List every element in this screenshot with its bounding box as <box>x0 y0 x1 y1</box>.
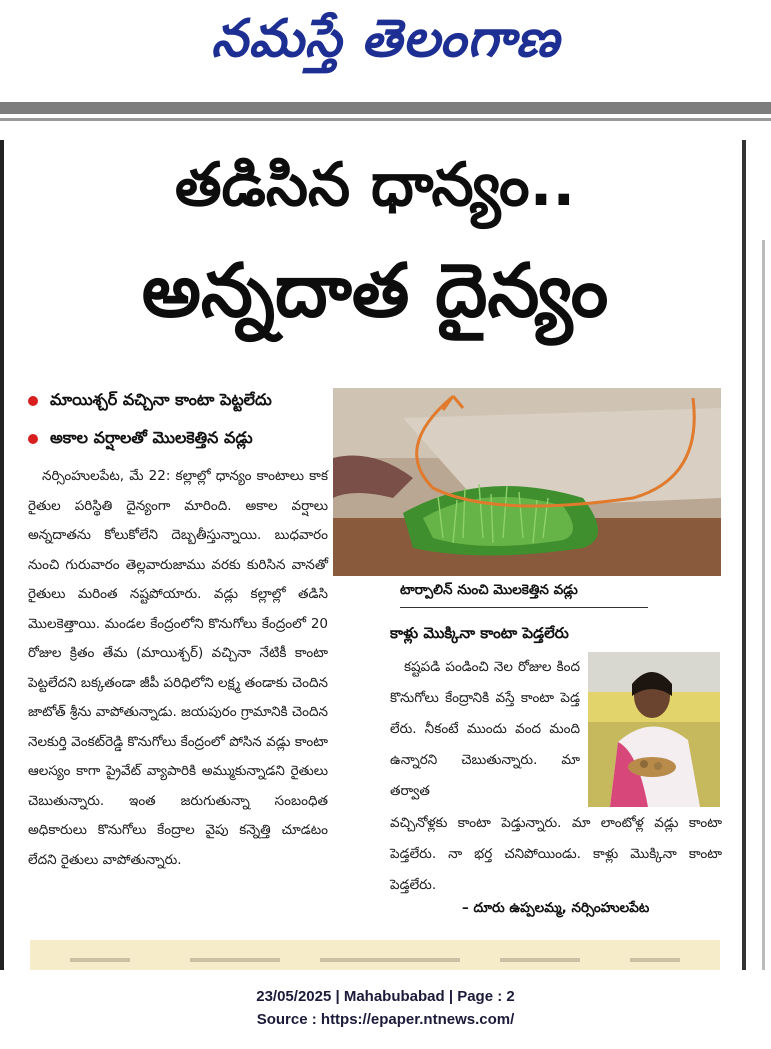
next-article-strip <box>30 940 720 970</box>
portrait-illustration <box>588 652 720 807</box>
bullet-dot-icon <box>28 434 38 444</box>
sidebar-body-wide <box>390 808 722 901</box>
photo-caption: టార్పాలిన్ నుంచి మొలకెత్తిన వడ్లు <box>400 582 648 608</box>
bullet-point <box>28 428 253 451</box>
bullet-point <box>28 390 272 413</box>
masthead <box>0 0 771 100</box>
article-body <box>28 462 328 875</box>
bullet-text: మాయిశ్చర్ వచ్చినా కాంటా పెట్టలేదు <box>50 390 272 409</box>
sidebar-body-text: కష్టపడి పండించి నెల రోజుల కింద కొనుగోలు కేంద్రానికి వస్తే కాంటా పెడ్త లేరు. నీకంటే ముందు వంద మంది ఉన్నారని చెబుతున్నారు. మా తర్వాత <box>390 659 580 799</box>
bullet-dot-icon <box>28 396 38 406</box>
cropped-text-marks <box>70 956 690 964</box>
masthead-rule <box>0 102 771 114</box>
bullet-text: అకాల వర్షాలతో మొలకెత్తిన వడ్లు <box>50 428 253 447</box>
footer-edition-info: 23/05/2025 | Mahabubabad | Page : 2 <box>256 988 515 1005</box>
sidebar-heading: కాళ్లు మొక్కినా కాంటా పెడ్తలేరు <box>390 624 569 642</box>
footer-source-link[interactable]: Source : https://epaper.ntnews.com/ <box>256 1011 515 1028</box>
article-body-text: నర్సింహులపేట, మే 22: కల్లాల్లో ధాన్యం కాంటాలు కాక రైతుల పరిస్థితి దైన్యంగా మారింది. అకాల వర్షాలు అన్నదాతను కోలుకోలేని దెబ్బతీస్తున్నాయి. బుధవారం నుంచి గురువారం తెల్లవారుజాము వరకు కురిసిన వానతో రైతులు మరింత నష్టపోయారు. వడ్లు కల్లాల్లో తడిసి మొలకెత్తాయి. మండల కేంద్రంలోని కొనుగోలు కేంద్రంలో 20 రోజుల క్రితం తేమ (మాయిశ్చర్) వచ్చినా నేటికీ కాంటా పెట్టలేదని బక్కతండా జీపీ పరిధిలోని లక్ష్మ తండాకు చెందిన జాటోత్ శ్రీను వాపోతున్నాడు. జయపురం గ్రామానికి చెందిన నెలకుర్తి వెంకట్‌రెడ్డి కొనుగోలు కేంద్రంలో పోసిన వడ్లు కాంటా ఆలస్యం కాగా ప్రైవేట్ వ్యాపారికి అమ్ముకున్నాడని రైతులు చెబుతున్నారు. ఇంత జరుగుతున్నా సంబంధిత అధికారులు కొనుగోలు కేంద్రాల వైపు కన్నెత్తి చూడటం లేదని రైతులు వాపోతున్నారు. <box>28 468 329 868</box>
sprouted-paddy-photo <box>333 388 721 576</box>
sidebar-signoff: – దూరు ఉప్పలమ్మ, నర్సింహులపేట <box>462 900 650 916</box>
column-border-left <box>0 140 4 970</box>
farmer-portrait-photo <box>588 652 720 807</box>
column-border-right-faint <box>762 240 765 970</box>
sidebar-body-narrow <box>390 652 580 807</box>
headline-line-2: అన్నదాత దైన్యం <box>141 248 609 334</box>
masthead-rule-thin <box>0 118 771 121</box>
column-border-right <box>742 140 746 970</box>
headline-line-1: తడిసిన ధాన్యం.. <box>174 150 576 220</box>
photo-illustration <box>333 388 721 576</box>
sidebar-body-text: వచ్చినోళ్లకు కాంటా పెడ్తున్నారు. మా లాంటోళ్ల వడ్లు కాంటా పెడ్తలేరు. నా భర్త చనిపోయిండు. కాళ్లు మొక్కినా కాంటా పెడ్తలేరు. <box>390 815 722 893</box>
masthead-title: నమస్తే తెలంగాణ <box>211 8 560 69</box>
